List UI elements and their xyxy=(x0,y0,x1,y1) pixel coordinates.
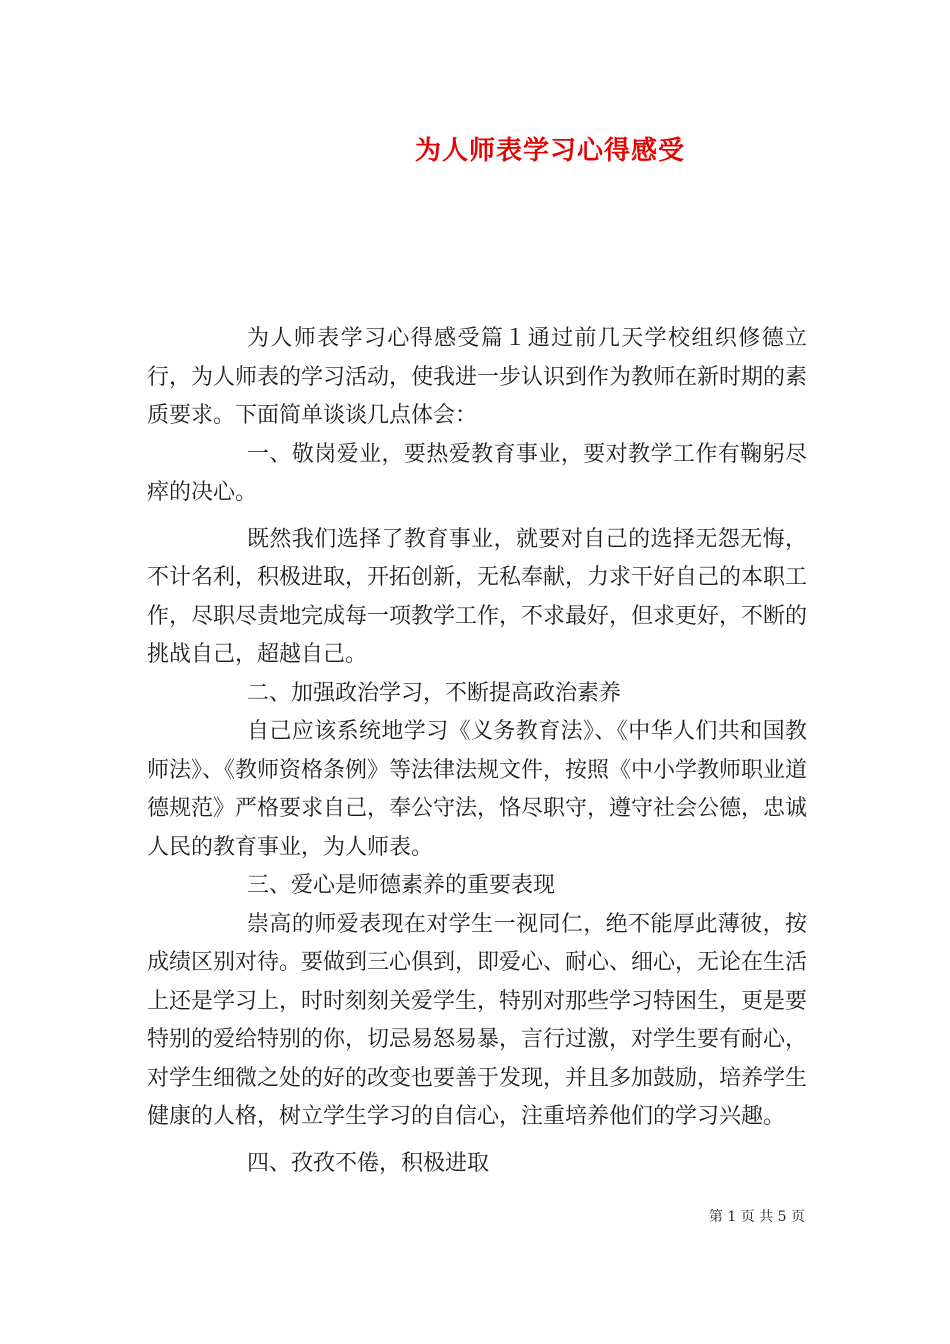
paragraph-heading-1: 一、敬岗爱业，要热爱教育事业，要对教学工作有鞠躬尽瘁的决心。 xyxy=(147,441,807,505)
paragraph-body-3: 崇高的师爱表现在对学生一视同仁，绝不能厚此薄彼，按成绩区别对待。要做到三心俱到，即爱心、耐心、细心，无论在生活上还是学习上，时时刻刻关爱学生，特别对那些学习特困生，更是要特别的爱给特别的你，切忌易怒易暴，言行过激，对学生要有耐心，对学生细微之处的好的改变也要善于发现，并且多加鼓励，培养学生健康的人格，树立学生学习的自信心，注重培养他们的学习兴趣。 xyxy=(147,911,808,1129)
paragraph-heading-4: 四、孜孜不倦，积极进取 xyxy=(247,1150,490,1176)
page-number: 第 1 页 共 5 页 xyxy=(708,1209,805,1225)
paragraph-body-1: 既然我们选择了教育事业，就要对自己的选择无怨无悔，不计名利，积极进取，开拓创新，无私奉献，力求干好自己的本职工作，尽职尽责地完成每一项教学工作，不求最好，但求更好，不断的挑战自己，超越自己。 xyxy=(147,526,808,667)
document-body xyxy=(147,320,807,1183)
paragraph-body-2: 自己应该系统地学习《义务教育法》、《中华人们共和国教师法》、《教师资格条例》等法律法规文件，按照《中小学教师职业道德规范》严格要求自己，奉公守法，恪尽职守，遵守社会公德，忠诚人民的教育事业，为人师表。 xyxy=(147,719,808,860)
paragraph-intro: 为人师表学习心得感受篇１通过前几天学校组织修德立行，为人师表的学习活动，使我进一步认识到作为教师在新时期的素质要求。下面简单谈谈几点体会： xyxy=(147,326,808,428)
paragraph-heading-2: 二、加强政治学习，不断提高政治素养 xyxy=(247,680,622,706)
paragraph-heading-3: 三、爱心是师德素养的重要表现 xyxy=(247,873,556,898)
document-title: 为人师表学习心得感受 xyxy=(414,136,685,166)
